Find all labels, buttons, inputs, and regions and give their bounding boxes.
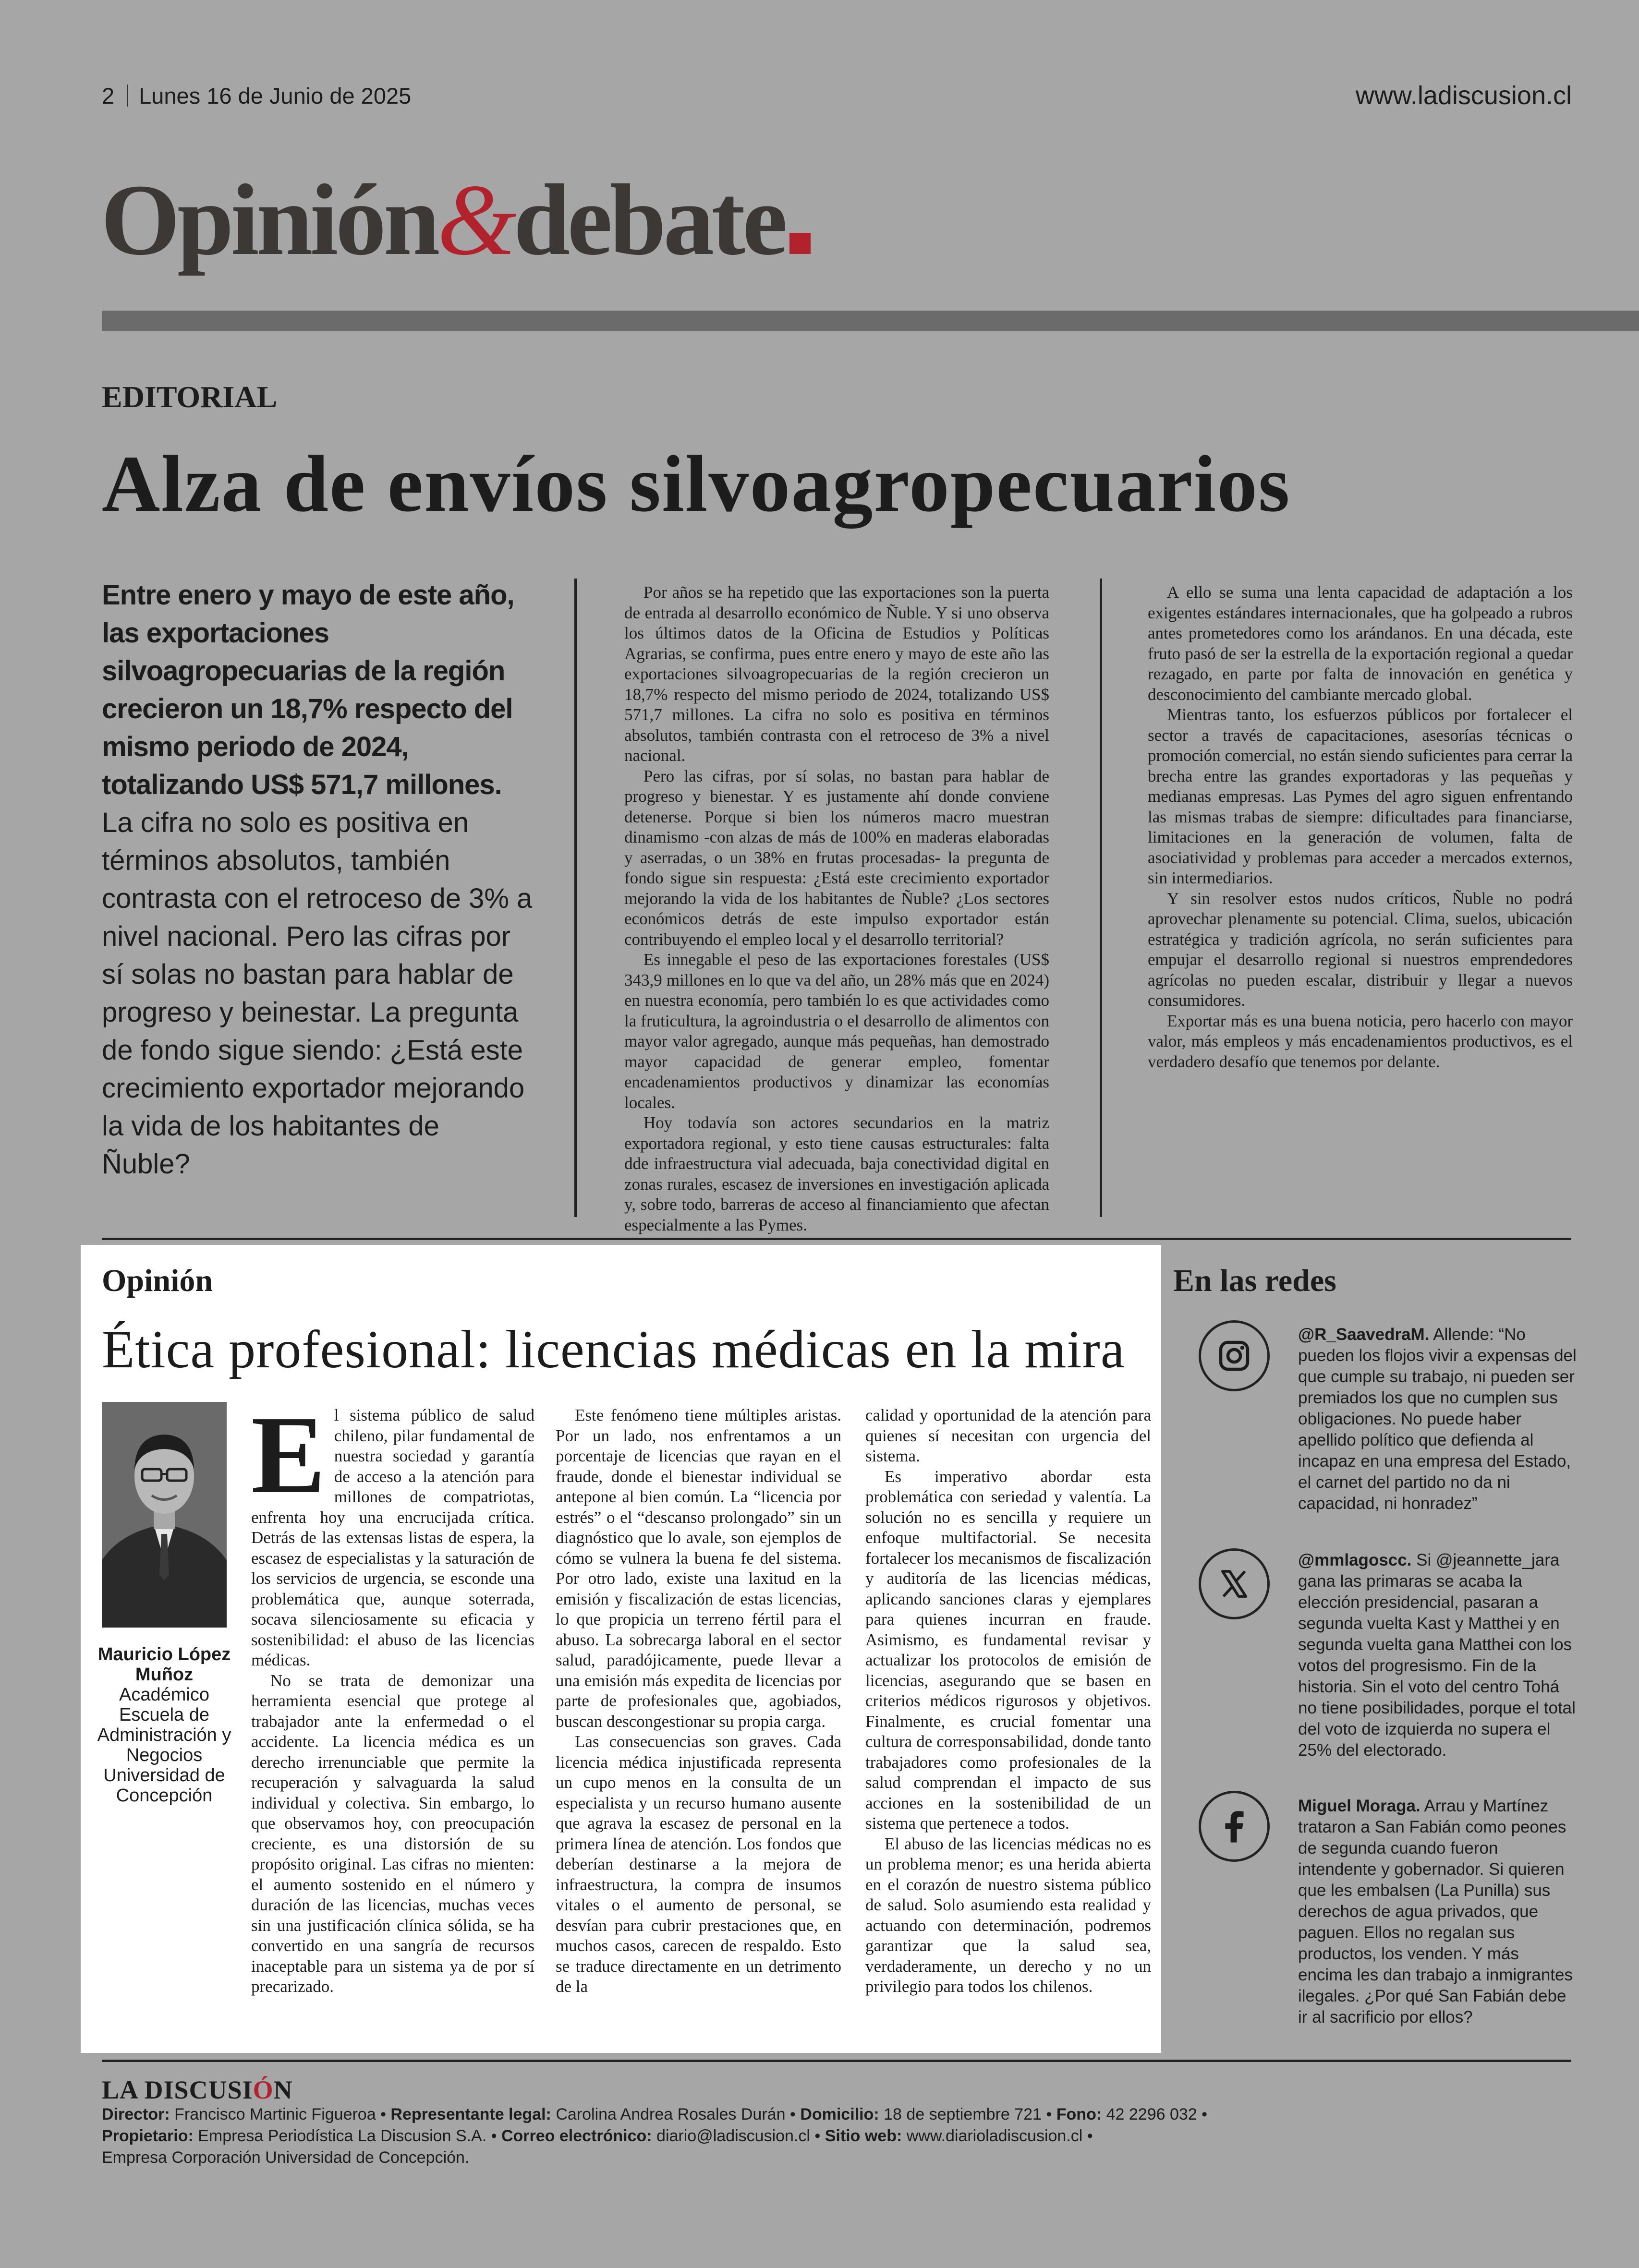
facebook-icon — [1199, 1791, 1270, 1862]
drop-cap: E — [251, 1393, 326, 1517]
social-handle[interactable]: @R_SaavedraM. — [1298, 1325, 1430, 1344]
logo-text-end: N — [273, 2075, 293, 2104]
imprint-label: Fono: — [1056, 2105, 1102, 2123]
editorial-paragraph: Exportar más es una buena noticia, pero hacerlo con mayor valor, más empleos y más encadenamientos productivos, es el verdadero desafío que tenemos por delante. — [1148, 1011, 1573, 1071]
imprint-line — [102, 2125, 1207, 2147]
opinion-body-col3 — [865, 1405, 1151, 1997]
page-number: 2 — [102, 83, 115, 109]
editorial-body-col2 — [1148, 582, 1573, 1072]
imprint-label: Domicilio: — [800, 2105, 879, 2123]
page-header-left — [102, 83, 411, 109]
editorial-paragraph: A ello se suma una lenta capacidad de adaptación a los exigentes estándares internacionales, que ha golpeado a rubros antes prometedores como los arándanos. En una década, este fruto pasó de ser la estrella de la exportación regional a quedar rezagado, en parte por falta de innovación en genética y desconocimiento del cambiante mercado global. — [1148, 583, 1573, 704]
imprint-email[interactable]: diario@ladiscusion.cl • — [652, 2127, 825, 2145]
editorial-body-col1 — [624, 582, 1049, 1235]
social-handle[interactable]: Miguel Moraga. — [1298, 1797, 1420, 1815]
masthead-word-opinion: Opinión — [101, 163, 437, 276]
horizontal-rule — [102, 2060, 1571, 2062]
logo-text: LA DISCUSI — [102, 2075, 253, 2104]
editorial-lead-rest: La cifra no solo es positiva en términos absolutos, también contrasta con el retroceso de 3% a nivel nacional. Pero las cifras por sí solas no bastan para hablar de progreso y beinestar. La pregunta de fondo sigue siendo: ¿Está este crecimiento exportador mejorando la vida de los habitantes de Ñuble? — [102, 807, 533, 1180]
opinion-paragraph: Es imperativo abordar esta problemática con seriedad y valentía. La solución no es sencilla y requiere un enfoque multifactorial. Se necesita fortalecer los mecanismos de fiscalización y auditoría de las licencias médicas, aplicando sanciones claras y ejemplares para quienes incurran en fraude. Asimismo, es fundamental revisar y actualizar los protocolos de emisión de licencias, asegurando que se basen en criterios médicos rigurosos y objetivos. Finalmente, es crucial fomentar una cultura de corresponsabilidad, donde tanto trabajadores como profesionales de la salud comprendan el impacto de sus acciones en la sostenibilidad de un sistema que pertenece a todos. — [865, 1467, 1151, 1833]
social-post-facebook — [1298, 1796, 1577, 2028]
newspaper-logo — [102, 2075, 293, 2105]
imprint-value: Carolina Andrea Rosales Durán • — [551, 2105, 801, 2123]
editorial-paragraph: Mientras tanto, los esfuerzos públicos por fortalecer el sector a través de capacitaciones, asesorías técnicas o promoción comercial, no están siendo suficientes para cerrar la brecha entre las grandes exportadoras y las pequeñas y medianas empresas. Las Pymes del agro siguen enfrentando las mismas trabas de siempre: dificultades para financiarse, limitaciones en la generación de volumen, falta de asociatividad y problemas para acceder a mercados externos, sin intermediarios. — [1148, 705, 1573, 887]
social-post-instagram — [1298, 1324, 1577, 1514]
social-post-x — [1298, 1550, 1577, 1761]
editorial-lead-bold: Entre enero y mayo de este año, las exportaciones silvoagropecuarias de la región crecieron un 18,7% respecto del mismo periodo de 2024, totalizando US$ 571,7 millones. — [102, 579, 514, 800]
social-post-text: Si @jeannette_jara gana las primaras se acaba la elección presidencial, pasaran a segunda vuelta Kast y Matthei y en segunda vuelta gana Matthei con los votos del progresismo. Fin de la historia. Sin el voto del centro Tohá no tiene posibilidades, porque el total del voto de izquierda no supera el 25% del electorado. — [1298, 1551, 1576, 1760]
issue-date: Lunes 16 de Junio de 2025 — [139, 83, 412, 109]
opinion-paragraph-text: l sistema público de salud chileno, pilar fundamental de nuestra sociedad y garantía de acceso a la atención para millones de compatriotas, enfrenta hoy una encrucijada crítica. Detrás de las extensas listas de espera, la escasez de especialistas y la saturación de los servicios de urgencia, se esconde una problemática que, aunque soterrada, socava silenciosamente su eficacia y sostenibilidad: el abuso de las licencias médicas. — [251, 1406, 534, 1669]
masthead-ampersand: & — [437, 163, 514, 276]
editorial-paragraph: Hoy todavía son actores secundarios en la matriz exportadora regional, y esto tiene causas estructurales: falta dde infraestructura vial adecuada, baja conectividad digital en zonas rurales, escasez de inversiones en investigación aplicada y, sobre todo, barreras de acceso al financiamiento que afectan especialmente a las Pymes. — [624, 1113, 1049, 1234]
opinion-paragraph: calidad y oportunidad de la atención para quienes sí necesitan con urgencia del sistema. — [865, 1406, 1151, 1465]
opinion-paragraph: Este fenómeno tiene múltiples aristas. Por un lado, nos enfrentamos a un porcentaje de licencias que rayan en el fraude, donde el bienestar individual se antepone al bien común. La “licencia por estrés” o el “descanso prolongado” sin un diagnóstico que lo avale, son ejemplos de cómo se vulnera la buena fe del sistema. Por otro lado, existe una laxitud en la emisión y fiscalización de estas licencias, lo que propicia un terreno fértil para el abuso. La sobrecarga laboral en el sector salud, paradójicamente, puede llevar a una emisión más expedita de licencias por parte de profesionales que, agobiados, buscan descongestionar su propia carga. — [556, 1406, 841, 1731]
section-masthead — [101, 163, 811, 276]
imprint-label: Propietario: — [102, 2127, 194, 2145]
editorial-kicker: EDITORIAL — [102, 380, 278, 414]
instagram-icon — [1199, 1320, 1270, 1391]
author-title: Académico Escuela de Administración y Negocios Universidad de Concepción — [97, 1685, 231, 1806]
social-post-text: Allende: “No pueden los flojos vivir a expensas del que cumple su trabajo, ni pueden ser premiados los que no cumplen sus obligaciones. No puede haber apellido político que defienda al incapaz en una empresa del Estado, el carnet del partido no da ni capacidad, ni honradez” — [1298, 1325, 1577, 1513]
imprint-line: Empresa Corporación Universidad de Concepción. — [102, 2148, 470, 2167]
x-icon — [1199, 1548, 1270, 1619]
imprint-label: Correo electrónico: — [501, 2127, 652, 2145]
imprint-website[interactable]: www.diarioladiscusion.cl • — [902, 2127, 1093, 2145]
imprint-label: Representante legal: — [390, 2105, 551, 2123]
logo-accent-letter: Ó — [253, 2075, 274, 2104]
author-name: Mauricio López Muñoz — [97, 1644, 231, 1685]
imprint — [102, 2104, 1207, 2169]
editorial-paragraph: Pero las cifras, por sí solas, no bastan para hablar de progreso y bienestar. Y es justamente ahí donde conviene detenerse. Porque si bien los números macro muestran dinamismo -con alzas de más de 100% en maderas elaboradas y aserradas, o un 38% en frutas procesadas- la pregunta de fondo sigue sin respuesta: ¿Está este crecimiento exportador mejorando la vida de los habitantes de Ñuble? ¿Los sectores económicos detrás de este impulso exportador están contribuyendo el empleo local y el desarrollo territorial? — [624, 766, 1049, 949]
imprint-label: Sitio web: — [825, 2127, 902, 2145]
opinion-kicker: Opinión — [102, 1263, 213, 1298]
imprint-value: 42 2296 032 • — [1102, 2105, 1208, 2123]
imprint-value: 18 de septiembre 721 • — [879, 2105, 1056, 2123]
horizontal-rule — [102, 1238, 1571, 1240]
section-rule — [102, 311, 1639, 331]
imprint-label: Director: — [102, 2105, 170, 2123]
opinion-paragraph: El abuso de las licencias médicas no es un problema menor; es una herida abierta en el corazón de nuestro sistema público de salud. Solo asumiendo esta realidad y actuando con determinación, podremos garantizar que la salud sea, verdaderamente, un derecho y no un privilegio para todos los chilenos. — [865, 1834, 1151, 1996]
social-kicker: En las redes — [1173, 1263, 1336, 1298]
opinion-body-col2 — [556, 1405, 841, 1997]
opinion-paragraph: Las consecuencias son graves. Cada licencia médica injustificada representa un cupo menos en la consulta de un especialista y un recurso humano ausente que agrava la escasez de personal en la primera línea de atención. Los fondos que deberían destinarse a la mejora de infraestructura, la compra de insumos vitales o el aumento de personal, se desvían para cubrir prestaciones que, en muchos casos, carecen de respaldo. Esto se traduce directamente en un detrimento de la — [556, 1732, 841, 1996]
header-divider — [127, 84, 128, 107]
editorial-paragraph: Es innegable el peso de las exportaciones forestales (US$ 343,9 millones en lo que va del año, un 28% más que en 2024) en nuestra economía, pero también lo es que actividades como la fruticultura, la agroindustria o el desarrollo de alimentos con mayor valor agregado, aunque más pequeñas, han demostrado mayor capacidad de generar empleo, fomentar encadenamientos productivos y dinamizar las economías locales. — [624, 950, 1049, 1112]
opinion-paragraph: No se trata de demonizar una herramienta esencial que protege al trabajador ante la enfermedad o el accidente. La licencia médica es un derecho irrenunciable que permite la recuperación y salvaguarda la salud individual y colectiva. Sin embargo, lo que observamos hoy, con preocupación creciente, es una distorsión de su propósito original. Las cifras no mienten: el aumento sostenido en el número y duración de las licencias, muchas veces sin una justificación clínica sólida, se ha convertido en una sangría de recursos inaceptable para un sistema ya de por sí precarizado. — [251, 1671, 534, 1996]
editorial-title: Alza de envíos silvoagropecuarios — [102, 439, 1291, 529]
social-post-text: Arrau y Martínez trataron a San Fabián como peones de segunda cuando fueron intendente y gobernador. Si quieren que les embalsen (La Punilla) sus derechos de agua privados, que paguen. Ellos no regalan sus productos, los venden. Y más encima les dan trabajo a inmigrantes ilegales. ¿Por qué San Fabián debe ir al sacrificio por ellos? — [1298, 1797, 1573, 2027]
imprint-line — [102, 2104, 1207, 2125]
column-divider — [574, 579, 577, 1217]
opinion-title: Ética profesional: licencias médicas en la mira — [102, 1320, 1125, 1379]
masthead-red-dot — [789, 233, 811, 254]
opinion-body-col1 — [251, 1393, 534, 1997]
imprint-value: Francisco Martinic Figueroa • — [170, 2105, 391, 2123]
editorial-paragraph: Por años se ha repetido que las exportaciones son la puerta de entrada al desarrollo económico de Ñuble. Y si uno observa los últimos datos de la Oficina de Estudios y Políticas Agrarias, se confirma, pues entre enero y mayo de este año las exportaciones silvoagropecuarias de la región crecieron un 18,7% respecto del mismo periodo de 2024, totalizando US$ 571,7 millones. La cifra no solo es positiva en términos absolutos, también contrasta con el retroceso de 3% a nivel nacional. — [624, 583, 1049, 765]
opinion-paragraph — [251, 1393, 534, 1671]
social-handle[interactable]: @mmlagoscc. — [1298, 1551, 1412, 1569]
column-divider — [1100, 579, 1102, 1217]
author-photo — [102, 1402, 227, 1628]
author-portrait-graphic — [102, 1402, 227, 1628]
editorial-lead — [102, 576, 534, 1183]
imprint-value: Empresa Periodística La Discusion S.A. • — [193, 2127, 501, 2145]
masthead-word-debate: debate — [513, 163, 785, 276]
website-url[interactable]: www.ladiscusion.cl — [1355, 81, 1572, 110]
editorial-paragraph: Y sin resolver estos nudos críticos, Ñuble no podrá aprovechar plenamente su potencial. Clima, suelos, ubicación estratégica y tradición agrícola, no serán suficientes para empujar el desarrollo regional si nuestros emprendedores agrícolas no pueden escalar, distribuir y llegar a nuevos consumidores. — [1148, 889, 1573, 1010]
